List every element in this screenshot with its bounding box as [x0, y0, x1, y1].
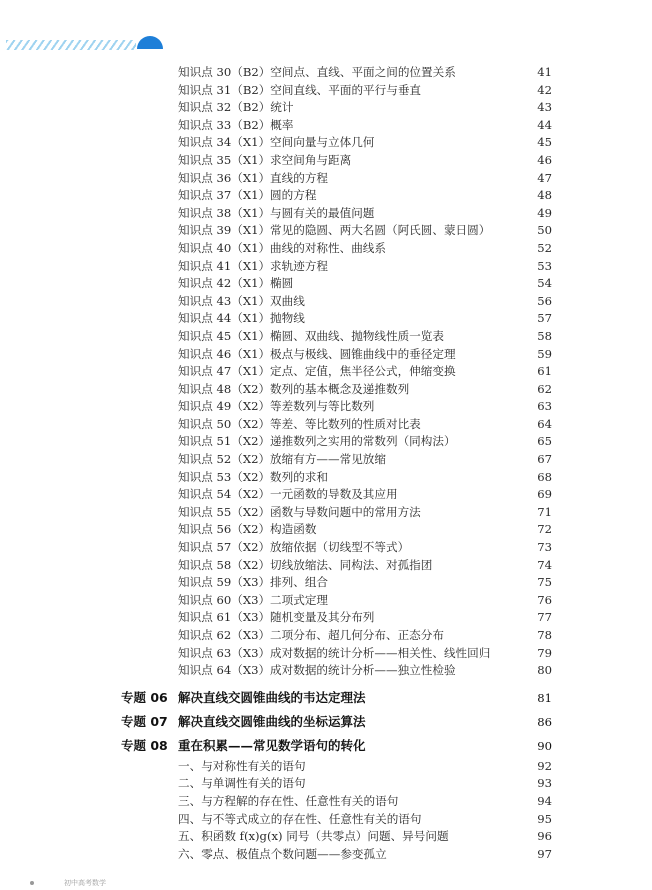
toc-entry-page: 71 [537, 504, 552, 519]
page-footer [30, 878, 106, 888]
toc-entry-title: 知识点 32（B2）统计 [178, 100, 294, 115]
toc-entry-title: 知识点 57（X2）放缩依据（切线型不等式） [178, 540, 410, 555]
toc-entry-title: 知识点 30（B2）空间点、直线、平面之间的位置关系 [178, 65, 456, 79]
toc-entry-page: 52 [537, 240, 552, 255]
toc-entry-page: 56 [537, 293, 552, 308]
toc-entry-page: 68 [537, 469, 552, 484]
toc-entry-title: 知识点 37（X1）圆的方程 [178, 188, 317, 203]
topic-page: 86 [537, 714, 552, 729]
subitem-page: 95 [537, 811, 552, 826]
subitem-title: 三、与方程解的存在性、任意性有关的语句 [178, 793, 399, 808]
footer-dot-icon [30, 881, 34, 885]
toc-entry-page: 42 [537, 82, 552, 97]
toc-entry[interactable] [0, 117, 652, 135]
toc-entry-title: 知识点 54（X2）一元函数的导数及其应用 [178, 487, 398, 502]
topic-label: 专题 08 [121, 737, 168, 753]
subitem-page: 97 [537, 846, 552, 861]
subitem-title: 五、积函数 f(x)g(x) 同号（共零点）问题、异号问题 [178, 829, 449, 844]
toc-entry-title: 知识点 60（X3）二项式定理 [178, 592, 329, 607]
toc-entry-title: 知识点 46（X1）极点与极线、圆锥曲线中的垂径定理 [178, 346, 456, 361]
subitem-entry[interactable] [0, 828, 652, 846]
toc-entry-title: 知识点 33（B2）概率 [178, 117, 294, 132]
toc-entry-page: 73 [537, 540, 552, 555]
toc-entry-title: 知识点 50（X2）等差、等比数列的性质对比表 [178, 416, 421, 431]
toc-entry-page: 59 [537, 346, 552, 361]
toc-entry-title: 知识点 64（X3）成对数据的统计分析——独立性检验 [178, 663, 456, 678]
toc-entry[interactable] [0, 205, 652, 223]
toc-entry-title: 知识点 38（X1）与圆有关的最值问题 [178, 205, 375, 220]
topic-entry[interactable] [0, 710, 652, 734]
topic-entry[interactable] [0, 686, 652, 710]
toc-entry-title: 知识点 44（X1）抛物线 [178, 311, 305, 326]
toc-entry-page: 58 [537, 328, 552, 343]
topic-title: 解决直线交圆锥曲线的坐标运算法 [178, 713, 366, 729]
toc-entry[interactable] [0, 645, 652, 663]
toc-entry-page: 78 [537, 628, 552, 642]
toc-entry-page: 49 [537, 205, 552, 220]
toc-entry-page: 47 [537, 170, 552, 185]
toc-entry-title: 知识点 43（X1）双曲线 [178, 293, 305, 308]
toc-entry[interactable] [0, 627, 652, 645]
subitem-title: 六、零点、极值点个数问题——参变孤立 [178, 846, 387, 861]
topic-label: 专题 06 [121, 689, 168, 705]
toc-entry[interactable] [0, 592, 652, 610]
toc-entry[interactable] [0, 170, 652, 188]
toc-entry-page: 41 [537, 65, 552, 79]
toc-entry-page: 50 [537, 223, 552, 238]
toc-entry[interactable] [0, 310, 652, 328]
toc-entry-title: 知识点 39（X1）常见的隐圆、两大名圆（阿氏圆、蒙日圆） [178, 223, 491, 238]
toc-entry-page: 46 [537, 152, 552, 167]
knowledge-point-list [0, 64, 652, 680]
toc-entry[interactable] [0, 433, 652, 451]
toc-entry[interactable] [0, 662, 652, 680]
toc-entry[interactable] [0, 381, 652, 399]
toc-entry[interactable] [0, 275, 652, 293]
toc-entry[interactable] [0, 504, 652, 522]
toc-entry-title: 知识点 31（B2）空间直线、平面的平行与垂直 [178, 82, 422, 97]
toc-entry[interactable] [0, 363, 652, 381]
toc-entry[interactable] [0, 99, 652, 117]
subitem-page: 93 [537, 776, 552, 791]
toc-entry[interactable] [0, 539, 652, 557]
decorative-half-circle [137, 36, 163, 62]
toc-entry[interactable] [0, 134, 652, 152]
toc-entry[interactable] [0, 486, 652, 504]
toc-entry-page: 48 [537, 188, 552, 203]
toc-entry-title: 知识点 58（X2）切线放缩法、同构法、对孤指团 [178, 557, 433, 572]
subitem-list [0, 758, 652, 864]
toc-entry[interactable] [0, 557, 652, 575]
subitem-title: 一、与对称性有关的语句 [178, 758, 306, 773]
toc-entry-page: 65 [537, 434, 552, 449]
toc-entry[interactable] [0, 64, 652, 82]
toc-entry-page: 54 [537, 276, 552, 291]
toc-entry-title: 知识点 34（X1）空间向量与立体几何 [178, 135, 375, 150]
topic-page: 81 [537, 690, 552, 705]
toc-entry-title: 知识点 49（X2）等差数列与等比数列 [178, 399, 375, 414]
toc-entry-title: 知识点 56（X2）构造函数 [178, 522, 317, 537]
topic-page: 90 [537, 738, 552, 753]
footer-text: 初中高考数学 [64, 879, 106, 887]
toc-entry-title: 知识点 55（X2）函数与导数问题中的常用方法 [178, 504, 421, 519]
toc-entry[interactable] [0, 398, 652, 416]
toc-entry[interactable] [0, 82, 652, 100]
toc-entry-page: 76 [537, 592, 552, 607]
toc-entry-title: 知识点 40（X1）曲线的对称性、曲线系 [178, 240, 386, 255]
toc-entry-page: 44 [537, 117, 552, 132]
subitem-title: 二、与单调性有关的语句 [178, 776, 306, 791]
toc-entry-title: 知识点 47（X1）定点、定值，焦半径公式，伸缩变换 [178, 364, 456, 379]
toc-entry-page: 45 [537, 135, 552, 150]
toc-entry-page: 69 [537, 487, 552, 502]
toc-entry-title: 知识点 41（X1）求轨迹方程 [178, 258, 329, 273]
toc-entry-title: 知识点 59（X3）排列、组合 [178, 575, 329, 590]
toc-entry[interactable] [0, 574, 652, 592]
toc-entry[interactable] [0, 328, 652, 346]
subitem-entry[interactable] [0, 775, 652, 793]
table-of-contents [0, 64, 652, 863]
topic-label: 专题 07 [121, 713, 168, 729]
toc-entry-title: 知识点 36（X1）直线的方程 [178, 170, 329, 185]
toc-entry-page: 74 [537, 557, 552, 572]
toc-entry-title: 知识点 35（X1）求空间角与距离 [178, 152, 352, 167]
toc-entry[interactable] [0, 521, 652, 539]
toc-entry-page: 77 [537, 610, 552, 625]
toc-entry-title: 知识点 48（X2）数列的基本概念及递推数列 [178, 381, 410, 396]
toc-entry[interactable] [0, 609, 652, 627]
toc-entry[interactable] [0, 451, 652, 469]
subitem-entry[interactable] [0, 758, 652, 776]
subitem-page: 94 [537, 793, 552, 808]
subitem-entry[interactable] [0, 846, 652, 864]
toc-entry-title: 知识点 51（X2）递推数列之实用的常数列（同构法） [178, 434, 456, 449]
toc-entry-page: 67 [537, 452, 552, 467]
subitem-page: 92 [537, 758, 552, 773]
toc-entry-page: 80 [537, 663, 552, 678]
toc-entry-page: 62 [537, 381, 552, 396]
toc-entry[interactable] [0, 187, 652, 205]
subitem-entry[interactable] [0, 793, 652, 811]
toc-entry[interactable] [0, 222, 652, 240]
toc-entry[interactable] [0, 152, 652, 170]
subitem-title: 四、与不等式成立的存在性、任意性有关的语句 [178, 811, 422, 826]
toc-entry-page: 43 [537, 100, 552, 115]
toc-entry-title: 知识点 42（X1）椭圆 [178, 276, 294, 291]
toc-entry-title: 知识点 62（X3）二项分布、超几何分布、正态分布 [178, 628, 444, 642]
toc-entry-page: 57 [537, 311, 552, 326]
toc-entry-page: 79 [537, 645, 552, 660]
toc-entry-page: 53 [537, 258, 552, 273]
subitem-entry[interactable] [0, 811, 652, 829]
toc-entry-page: 61 [537, 364, 552, 379]
toc-entry-title: 知识点 61（X3）随机变量及其分布列 [178, 610, 375, 625]
toc-entry-title: 知识点 45（X1）椭圆、双曲线、抛物线性质一览表 [178, 328, 444, 343]
topic-title: 解决直线交圆锥曲线的韦达定理法 [178, 689, 366, 705]
toc-entry-title: 知识点 63（X3）成对数据的统计分析——相关性、线性回归 [178, 645, 491, 660]
toc-entry[interactable] [0, 346, 652, 364]
toc-entry[interactable] [0, 293, 652, 311]
subitem-page: 96 [537, 829, 552, 844]
topic-title: 重在积累——常见数学语句的转化 [178, 737, 366, 753]
toc-entry-title: 知识点 52（X2）放缩有方——常见放缩 [178, 452, 386, 467]
toc-entry[interactable] [0, 469, 652, 487]
toc-entry-title: 知识点 53（X2）数列的求和 [178, 469, 329, 484]
toc-entry-page: 72 [537, 522, 552, 537]
decorative-stripes [6, 40, 136, 50]
topic-list [0, 686, 652, 758]
toc-entry[interactable] [0, 416, 652, 434]
toc-entry-page: 75 [537, 575, 552, 590]
toc-entry[interactable] [0, 258, 652, 276]
toc-entry-page: 64 [537, 416, 552, 431]
toc-entry[interactable] [0, 240, 652, 258]
toc-entry-page: 63 [537, 399, 552, 414]
topic-entry[interactable] [0, 734, 652, 758]
